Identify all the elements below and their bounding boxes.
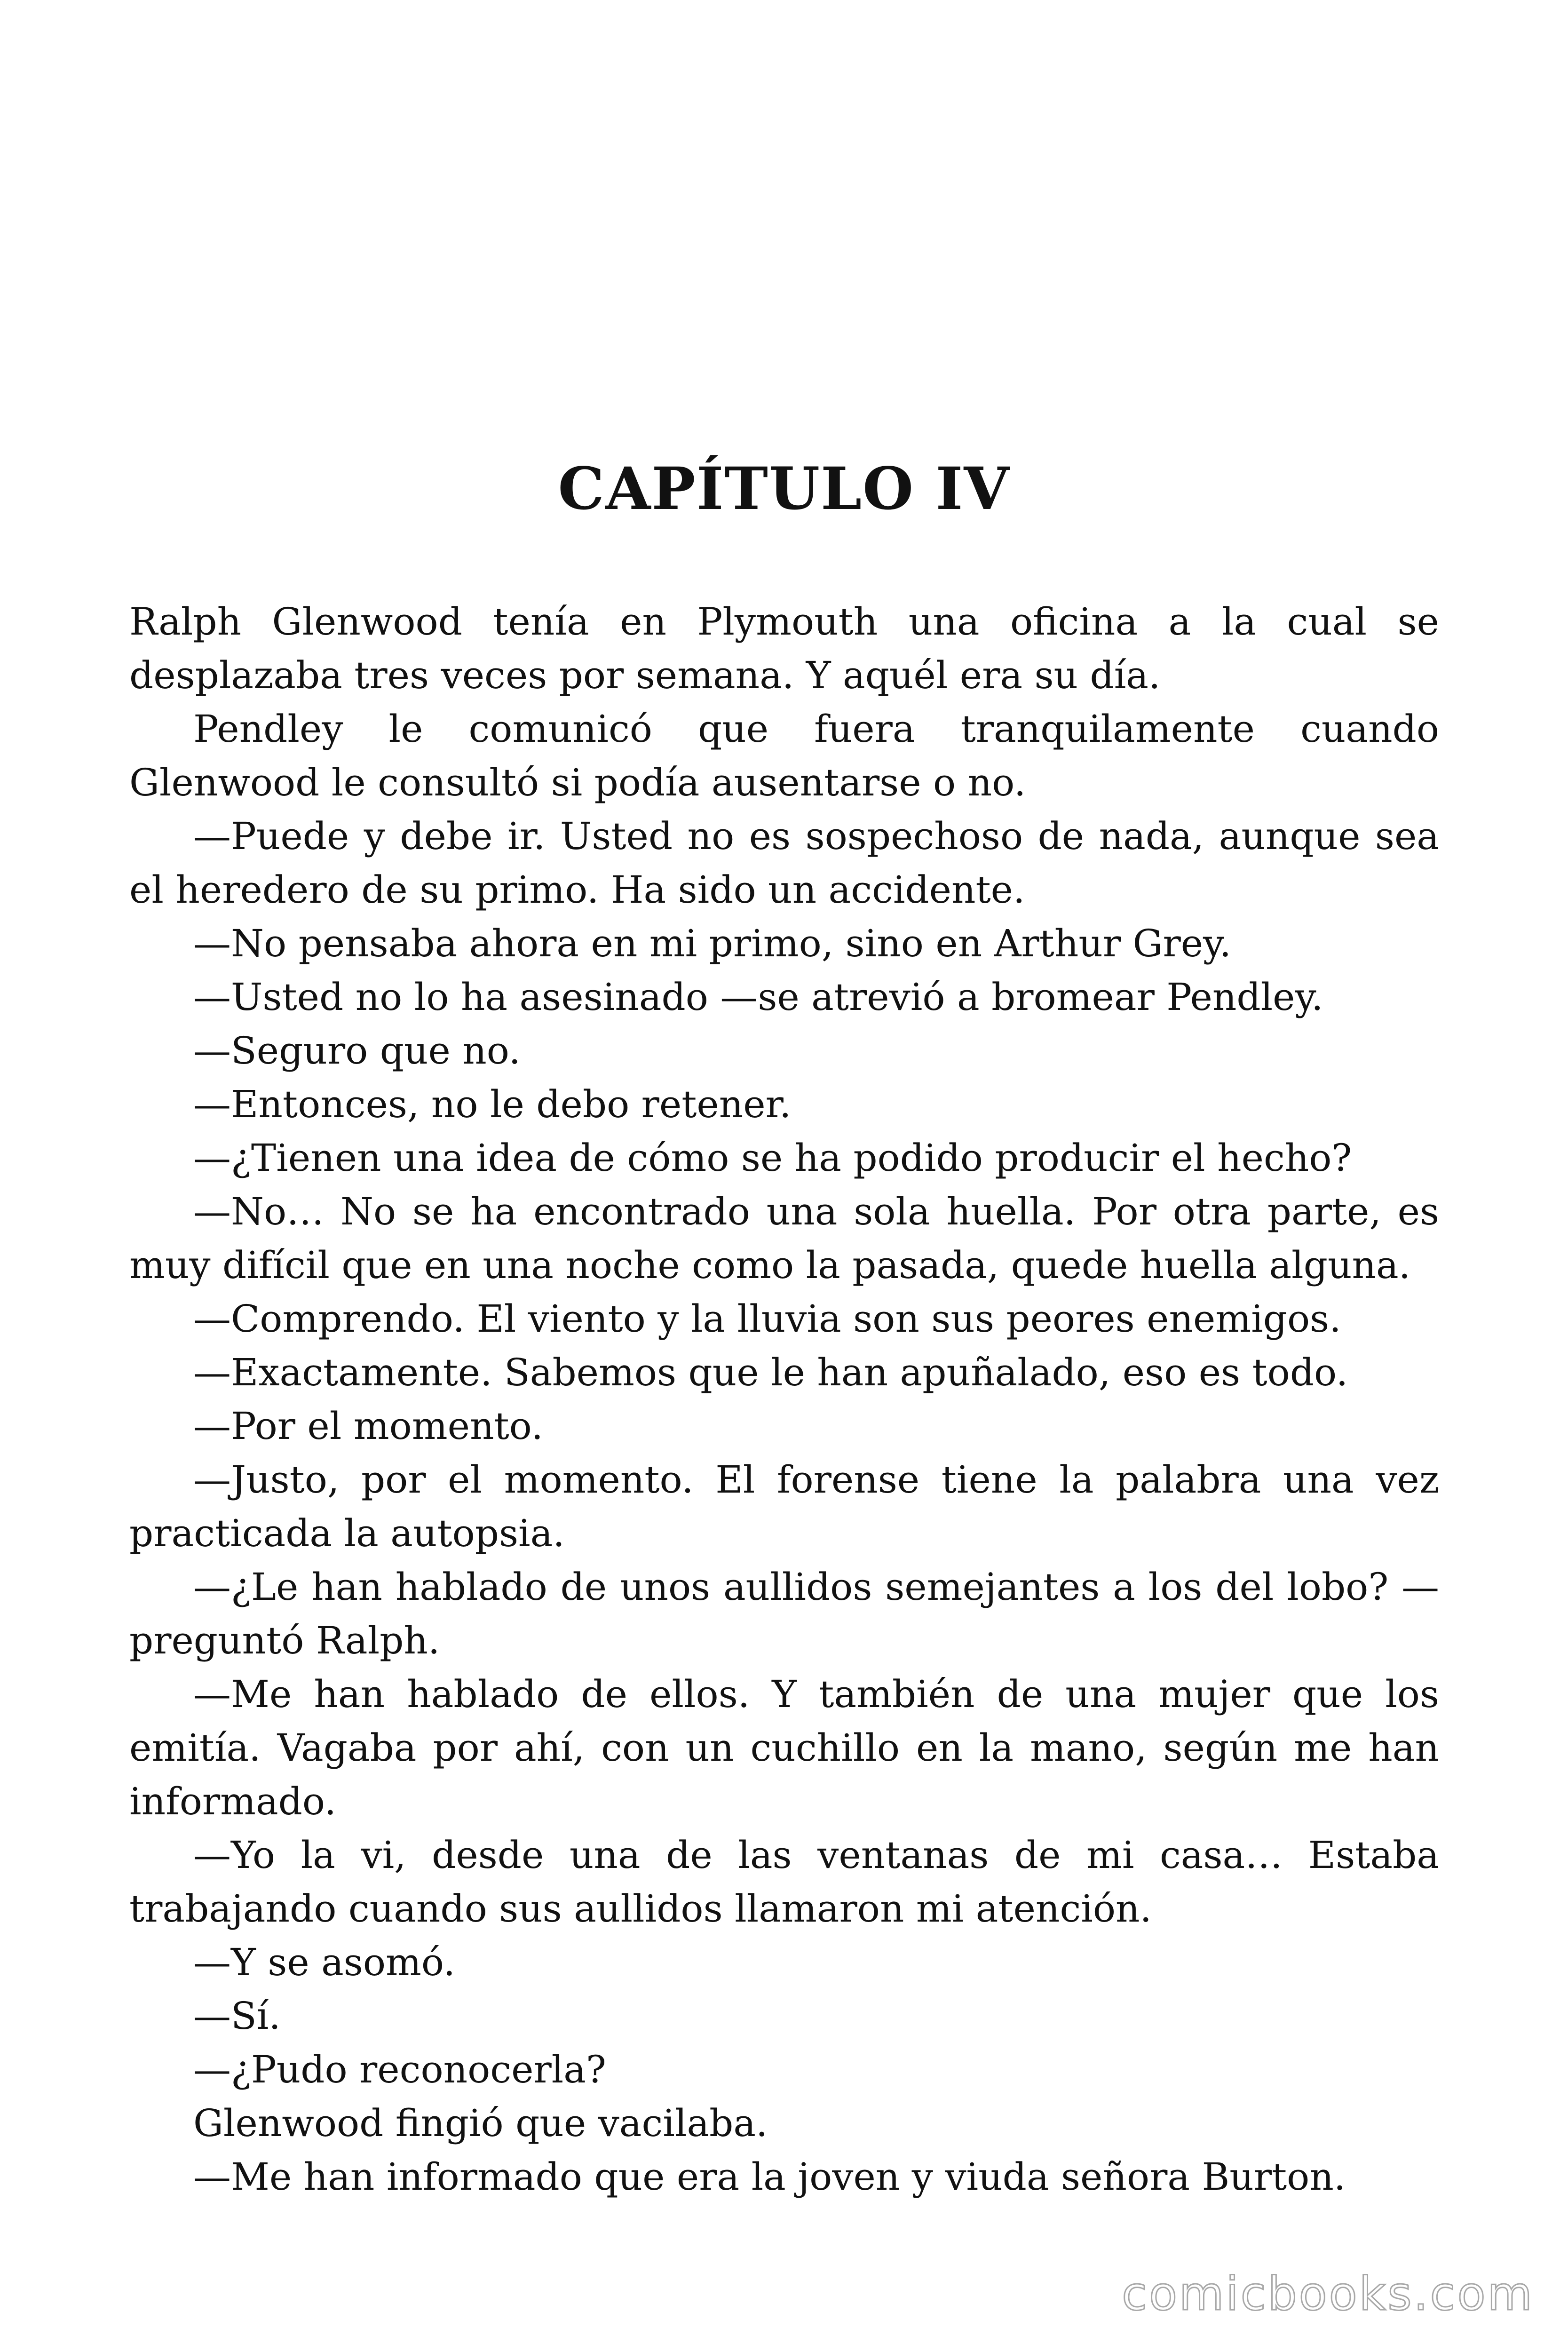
watermark-text: comicbooks.com [1122, 2267, 1534, 2321]
paragraph: —Comprendo. El viento y la lluvia son sus peores enemigos. [193, 1297, 1341, 1341]
paragraph: —Y se asomó. [193, 1940, 456, 1984]
paragraph: —¿Le han hablado de unos aullidos semejantes a los del lobo? —preguntó Ralph. [129, 1565, 1439, 1662]
paragraph: —No… No se ha encontrado una sola huella. Por otra parte, es muy difícil que en una noche como la pasada, quede huella alguna. [129, 1190, 1439, 1287]
paragraph: —Justo, por el momento. El forense tiene la palabra una vez practicada la autopsia. [129, 1458, 1439, 1555]
paragraph: —No pensaba ahora en mi primo, sino en Arthur Grey. [193, 922, 1232, 965]
paragraph: —Yo la vi, desde una de las ventanas de mi casa… Estaba trabajando cuando sus aullidos llamaron mi atención. [129, 1833, 1439, 1931]
paragraph: —Usted no lo ha asesinado —se atrevió a bromear Pendley. [193, 975, 1323, 1019]
paragraph: —Me han hablado de ellos. Y también de una mujer que los emitía. Vagaba por ahí, con un cuchillo en la mano, según me han informado. [129, 1672, 1439, 1823]
chapter-title: CAPÍTULO IV [558, 455, 1010, 523]
paragraph: —Sí. [193, 1994, 281, 2038]
paragraph: Glenwood fingió que vacilaba. [193, 2101, 768, 2145]
paragraph: —Por el momento. [193, 1404, 543, 1448]
paragraph: Pendley le comunicó que fuera tranquilamente cuando Glenwood le consultó si podía ausentarse o no. [129, 707, 1439, 804]
paragraph: —Seguro que no. [193, 1029, 521, 1073]
paragraph: —Exactamente. Sabemos que le han apuñalado, eso es todo. [193, 1351, 1348, 1394]
chapter-body [129, 595, 1439, 2204]
paragraph: —¿Tienen una idea de cómo se ha podido producir el hecho? [193, 1136, 1352, 1180]
paragraph: —¿Pudo reconocerla? [193, 2048, 606, 2091]
paragraph: —Puede y debe ir. Usted no es sospechoso de nada, aunque sea el heredero de su primo. Ha sido un accidente. [129, 814, 1439, 912]
paragraph: —Me han informado que era la joven y viuda señora Burton. [193, 2155, 1346, 2199]
paragraph: —Entonces, no le debo retener. [193, 1082, 792, 1126]
paragraph: Ralph Glenwood tenía en Plymouth una oficina a la cual se desplazaba tres veces por semana. Y aquél era su día. [129, 600, 1439, 697]
